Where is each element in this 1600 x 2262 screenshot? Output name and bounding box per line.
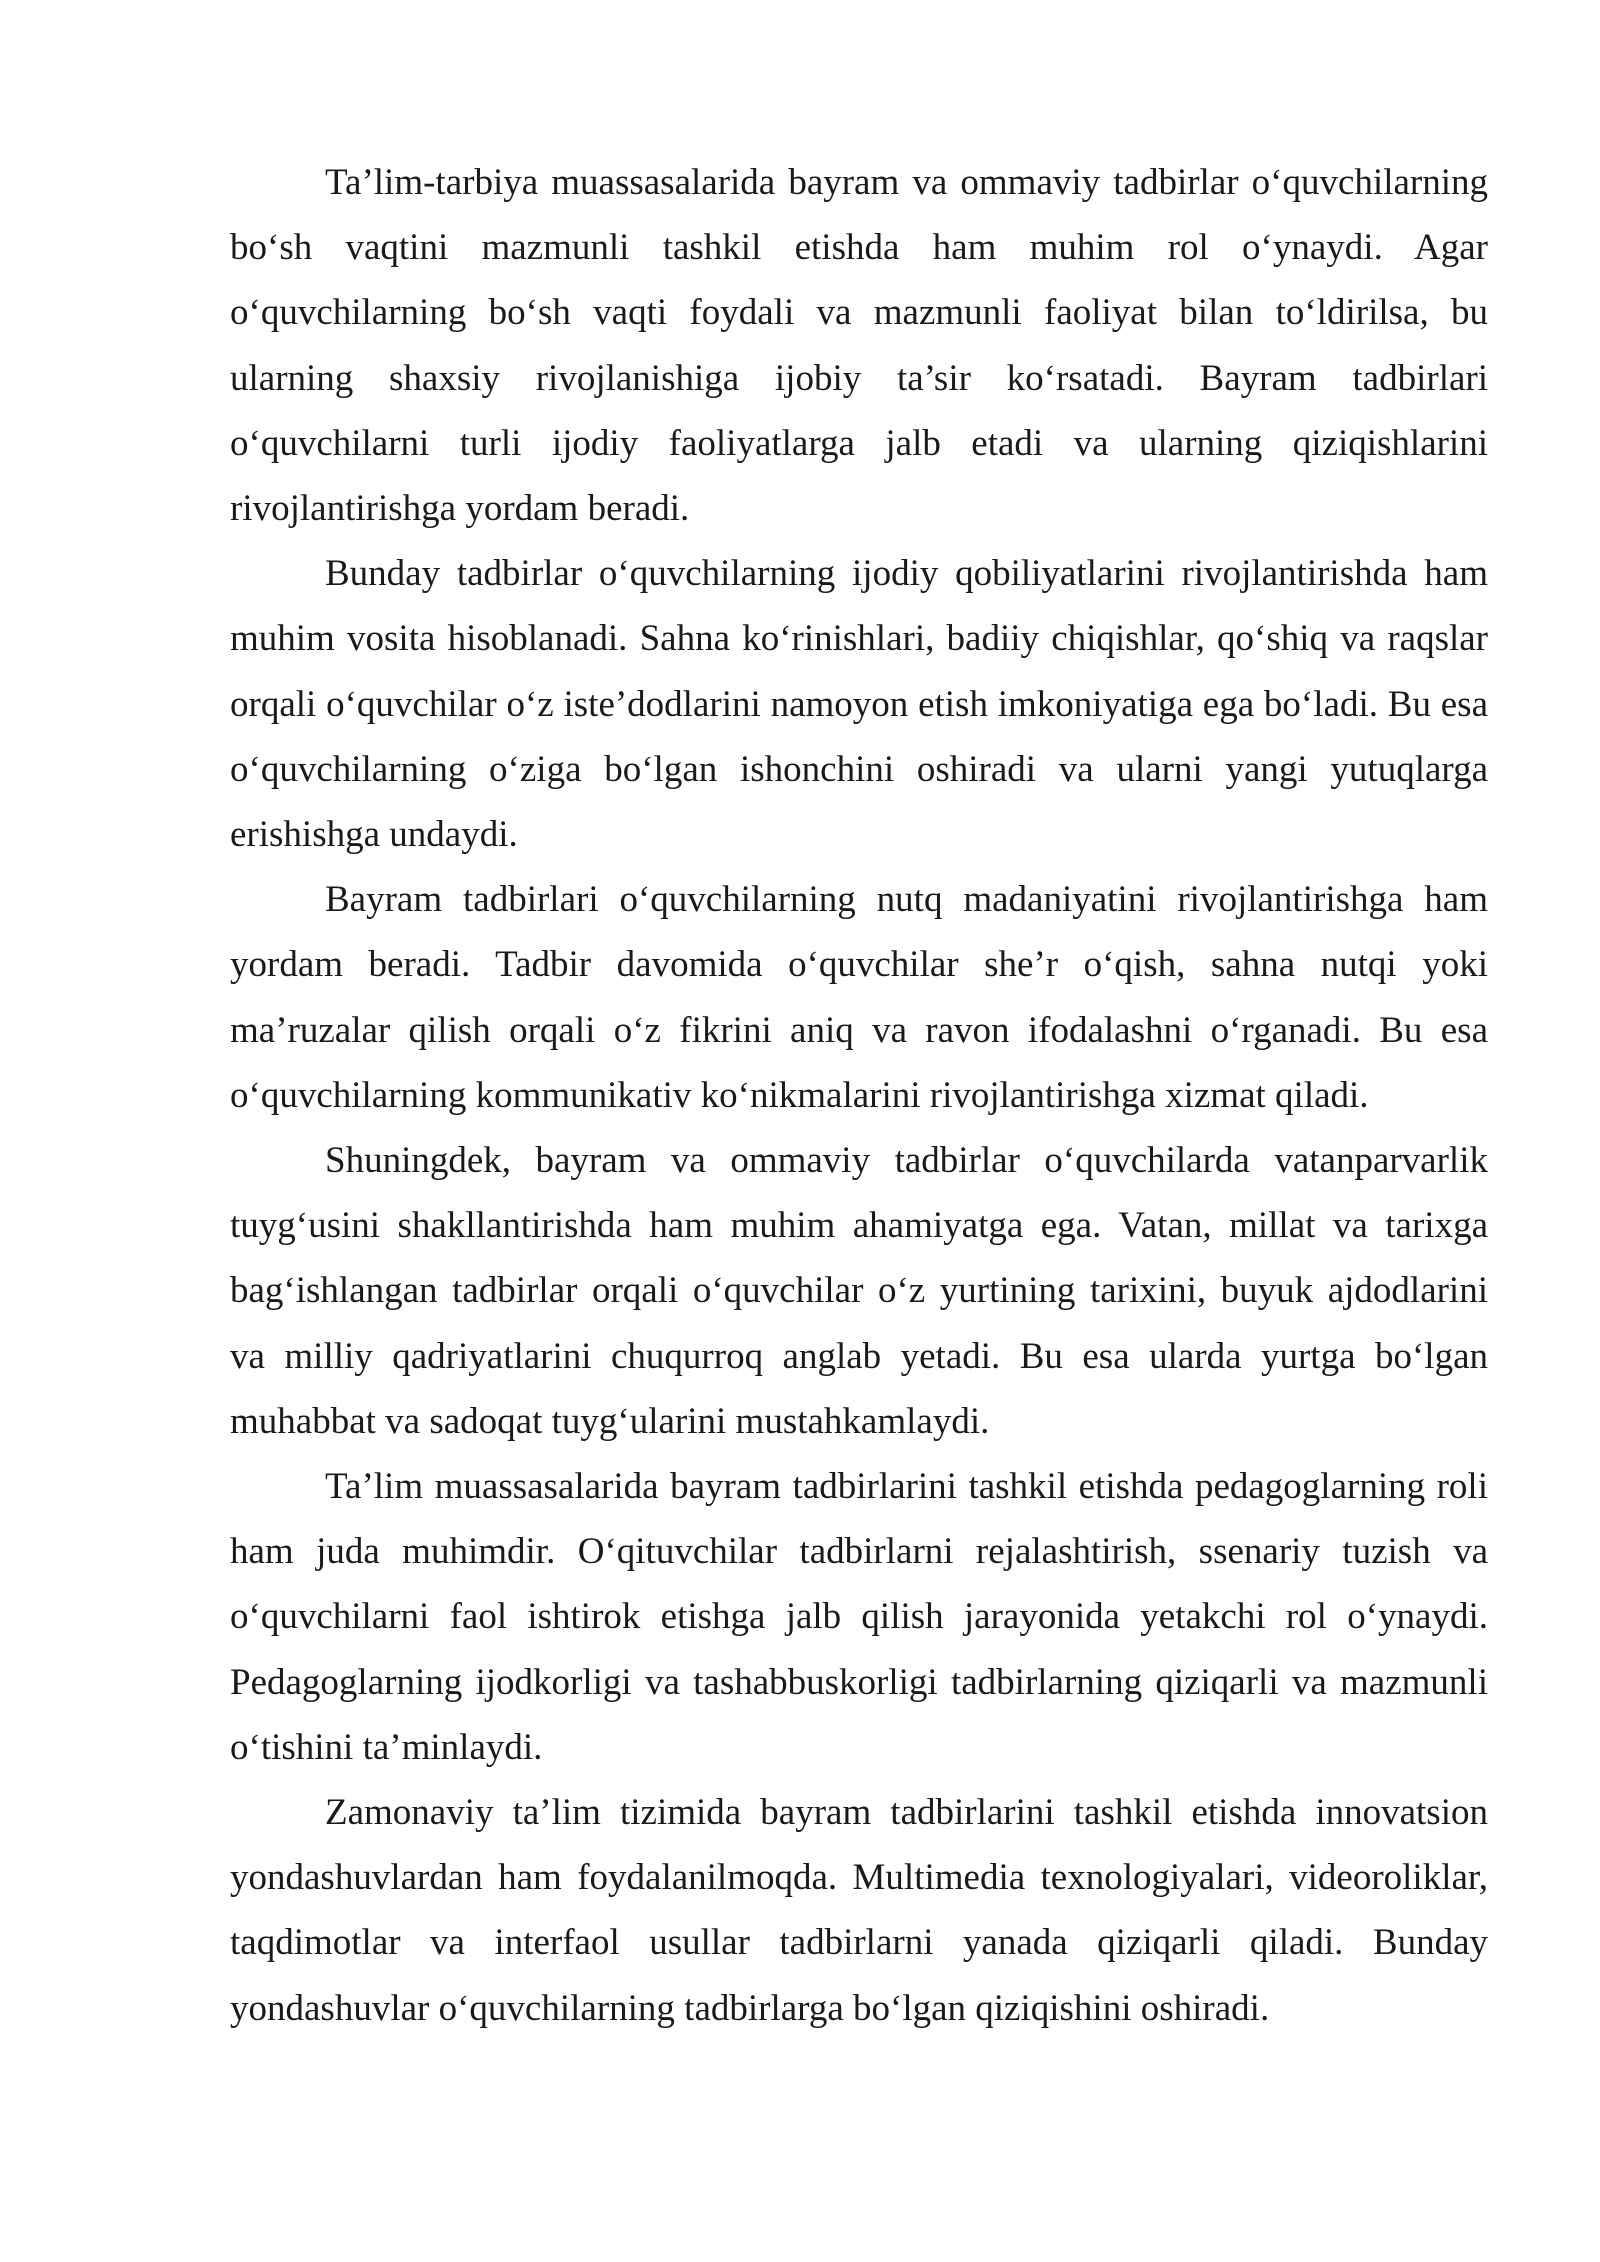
paragraph-6: Zamonaviy ta’lim tizimida bayram tadbirlarini tashkil etishda innovatsion yondashuvlardan ham foydalanilmoqda. Multimedia texnologiyalari, videoroliklar, taqdimotlar va interfaol usullar tadbirlarni yanada qiziqarli qiladi. Bunday yondashuvlar o‘quvchilarning tadbirlarga bo‘lgan qiziqishini oshiradi.: [230, 1792, 1488, 2029]
paragraph-4: Shuningdek, bayram va ommaviy tadbirlar o‘quvchilarda vatanparvarlik tuyg‘usini shakllantirishda ham muhim ahamiyatga ega. Vatan, millat va tarixga bag‘ishlangan tadbirlar orqali o‘quvchilar o‘z yurtining tarixini, buyuk ajdodlarini va milliy qadriyatlarini chuqurroq anglab yetadi. Bu esa ularda yurtga bo‘lgan muhabbat va sadoqat tuyg‘ularini mustahkamlaydi.: [230, 1140, 1488, 1442]
paragraph-5: Ta’lim muassasalarida bayram tadbirlarini tashkil etishda pedagoglarning roli ham juda muhimdir. O‘qituvchilar tadbirlarni rejalashtirish, ssenariy tuzish va o‘quvchilarni faol ishtirok etishga jalb qilish jarayonida yetakchi rol o‘ynaydi. Pedagoglarning ijodkorligi va tashabbuskorligi tadbirlarning qiziqarli va mazmunli o‘tishini ta’minlaydi.: [230, 1466, 1488, 1768]
document-body: [230, 150, 1488, 2041]
paragraph-3: Bayram tadbirlari o‘quvchilarning nutq madaniyatini rivojlantirishga ham yordam beradi. Tadbir davomida o‘quvchilar she’r o‘qish, sahna nutqi yoki ma’ruzalar qilish orqali o‘z fikrini aniq va ravon ifodalashni o‘rganadi. Bu esa o‘quvchilarning kommunikativ ko‘nikmalarini rivojlantirishga xizmat qiladi.: [230, 879, 1488, 1116]
paragraph-2: Bunday tadbirlar o‘quvchilarning ijodiy qobiliyatlarini rivojlantirishda ham muhim vosita hisoblanadi. Sahna ko‘rinishlari, badiiy chiqishlar, qo‘shiq va raqslar orqali o‘quvchilar o‘z iste’dodlarini namoyon etish imkoniyatiga ega bo‘ladi. Bu esa o‘quvchilarning o‘ziga bo‘lgan ishonchini oshiradi va ularni yangi yutuqlarga erishishga undaydi.: [230, 553, 1488, 856]
paragraph-1: Ta’lim-tarbiya muassasalarida bayram va ommaviy tadbirlar o‘quvchilarning bo‘sh vaqtini mazmunli tashkil etishda ham muhim rol o‘ynaydi. Agar o‘quvchilarning bo‘sh vaqti foydali va mazmunli faoliyat bilan to‘ldirilsa, bu ularning shaxsiy rivojlanishiga ijobiy ta’sir ko‘rsatadi. Bayram tadbirlari o‘quvchilarni turli ijodiy faoliyatlarga jalb etadi va ularning qiziqishlarini rivojlantirishga yordam beradi.: [230, 162, 1488, 530]
